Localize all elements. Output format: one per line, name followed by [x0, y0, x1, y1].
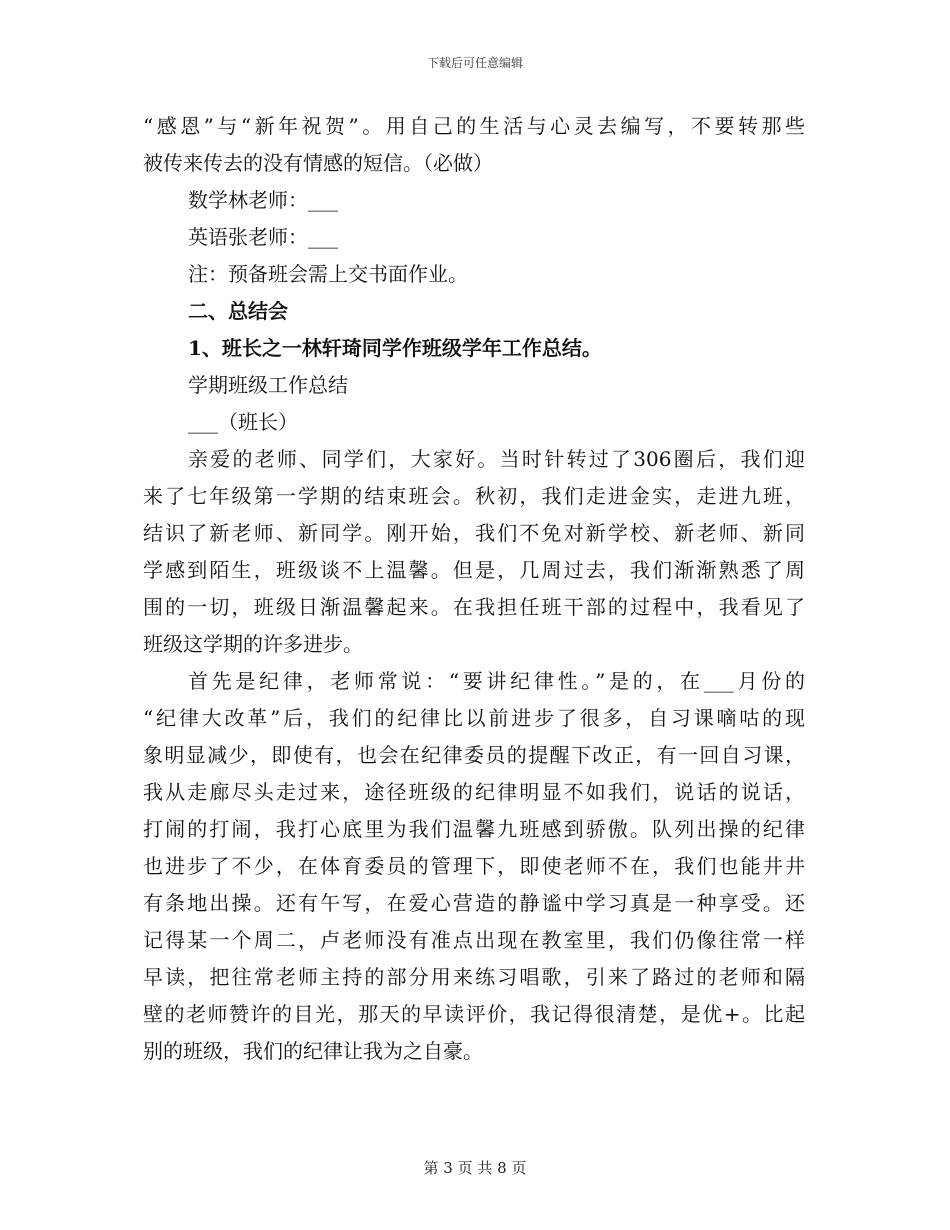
author-line: ___（班长）: [188, 410, 298, 434]
page-footer: 第 3 页 共 8 页: [423, 1159, 527, 1177]
summary-title: 学期班级工作总结: [188, 373, 348, 397]
document-body: [143, 108, 805, 1070]
paragraph-line: 壁的老师赞许的目光，那天的早读评价，我记得很清楚，是优+。比起: [143, 1002, 805, 1026]
paragraph-line: 亲爱的老师、同学们，大家好。当时针转过了306圈后，我们迎: [188, 447, 805, 471]
paragraph-line: 围的一切，班级日渐温馨起来。在我担任班干部的过程中，我看见了: [143, 595, 805, 619]
paragraph-line: 被传来传去的没有情感的短信。（必做）: [143, 151, 493, 175]
paragraph-line: 班级这学期的许多进步。: [143, 632, 363, 656]
paragraph-line: 我从走廊尽头走过来，途径班级的纪律明显不如我们，说话的说话，: [143, 780, 805, 804]
paragraph-line: 记得某一个周二，卢老师没有准点出现在教室里，我们仍像往常一样: [143, 928, 805, 952]
paragraph-line: 别的班级，我们的纪律让我为之自豪。: [143, 1039, 483, 1063]
paragraph-line: “感恩”与“新年祝贺”。用自己的生活与心灵去编写，不要转那些: [143, 114, 805, 138]
section-heading: 二、总结会: [188, 299, 288, 323]
paragraph-line: 打闹的打闹，我打心底里为我们温馨九班感到骄傲。队列出操的纪律: [143, 817, 805, 841]
note-line: 注：预备班会需上交书面作业。: [188, 262, 468, 286]
paragraph-line: 有条地出操。还有午写，在爱心营造的静谧中学习真是一种享受。还: [143, 891, 805, 915]
subsection-heading: 1、班长之一林轩琦同学作班级学年工作总结。: [188, 336, 602, 360]
paragraph-line: 象明显减少，即使有，也会在纪律委员的提醒下改正，有一回自习课，: [143, 743, 805, 767]
teacher-line-english: 英语张老师：___: [188, 225, 338, 249]
paragraph-line: 首先是纪律，老师常说：“要讲纪律性。”是的，在___月份的: [188, 669, 805, 693]
paragraph-line: 结识了新老师、新同学。刚开始，我们不免对新学校、新老师、新同: [143, 521, 805, 545]
paragraph-line: 来了七年级第一学期的结束班会。秋初，我们走进金实，走进九班，: [143, 484, 805, 508]
paragraph-line: 也进步了不少，在体育委员的管理下，即使老师不在，我们也能井井: [143, 854, 805, 878]
teacher-line-math: 数学林老师：___: [188, 188, 338, 212]
page-header: 下载后可任意编辑: [426, 56, 523, 70]
paragraph-line: 学感到陌生，班级谈不上温馨。但是，几周过去，我们渐渐熟悉了周: [143, 558, 805, 582]
paragraph-line: 早读，把往常老师主持的部分用来练习唱歌，引来了路过的老师和隔: [143, 965, 805, 989]
paragraph-line: “纪律大改革”后，我们的纪律比以前进步了很多，自习课嘀咕的现: [143, 706, 805, 730]
